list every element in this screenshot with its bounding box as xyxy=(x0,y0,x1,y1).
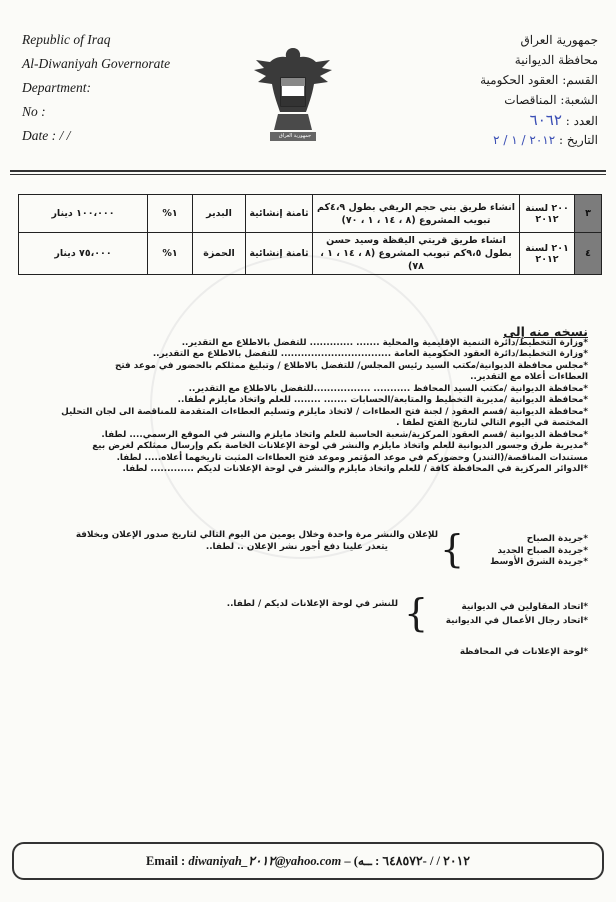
footer-text xyxy=(14,853,602,869)
emblem-caption: جمهورية العراق xyxy=(278,133,312,139)
newspapers-note-line-2: يتعذر علينا دفع أجور نشر الإعلان .. لطفا.. xyxy=(205,541,388,552)
header-right xyxy=(418,30,598,150)
tender-percent: ١% xyxy=(148,233,193,275)
header-date-label: التاريخ : xyxy=(558,133,598,147)
tender-description: انشاء طريق بني حجم الريفي بطول ٤،٩كم تبويب المشروع (٨ ، ١٤ ، ١ ، ٧٠) xyxy=(313,195,520,233)
header-date-value: ٢٠١٢ / ١ / ٢ xyxy=(493,133,556,147)
copies-line: المختصة في اليوم التالي لتاريخ الفتح لطفا . xyxy=(396,418,588,428)
tender-category: ثامنة إنشائية xyxy=(246,233,313,275)
table-row xyxy=(19,195,602,233)
tender-cost: ١٠٠،٠٠٠ دينار xyxy=(19,195,148,233)
footer-email-value: diwaniyah_٢٠١٢@yahoo.com xyxy=(188,854,342,868)
header-number-row xyxy=(418,110,598,130)
tender-percent: ١% xyxy=(148,195,193,233)
tender-cost: ٧٥،٠٠٠ دينار xyxy=(19,233,148,275)
newspaper-item: *جريدة الصباح xyxy=(526,534,588,544)
union-item: *اتحاد المقاولين في الديوانية xyxy=(461,602,588,612)
header-department-en: Department: xyxy=(22,80,91,95)
copies-line: *الدوائر المركزية في المحافظة كافة / للعلم واتخاذ مايلزم والنشر في لوحة الإعلانات لديكم ............. لطفا. xyxy=(122,464,588,474)
unions-brace: { xyxy=(404,591,429,635)
header-date-row xyxy=(418,130,598,150)
copies-line: *وزارة التخطيط/دائرة التنمية الإقليمية والمحلية ....... ............. للتفضل بالاطلاع مع التقدير.. xyxy=(181,337,588,348)
footer-email-label: Email : xyxy=(145,854,186,868)
tender-location: البدير xyxy=(193,195,246,233)
copies-line: *محافظة الديوانية /مديرية التخطيط والمتابعة/الحسابات ....... ........ للعلم واتخاذ مايلزم لطفا.. xyxy=(177,395,588,405)
header-no-en: No : xyxy=(22,104,46,119)
header-department-ar: القسم: العقود الحكومية xyxy=(480,73,598,87)
copies-line: *محافظة الديوانية /قسم العقود المركزية/شعبة الحاسبة للعلم واتخاذ مايلزم والنشر في الموقع الرسمي.... لطفا. xyxy=(101,429,588,440)
header-country-en: Republic of Iraq xyxy=(22,32,111,47)
tender-category: ثامنة إنشائية xyxy=(246,195,313,233)
board-item: *لوحة الإعلانات في المحافظة xyxy=(459,647,588,657)
copies-line: *مجلس محافظة الديوانية/مكتب السيد رئيس المجلس/ للتفضل بالاطلاع / وتبليغ ممثلكم بالحضور في موعد فتح xyxy=(115,360,588,371)
header-divider xyxy=(10,170,606,172)
copies-line: *محافظة الديوانية /مكتب السيد المحافظ ........... .................للتفضل بالاطلاع مع التقدير.. xyxy=(188,383,588,394)
footer-bar xyxy=(12,842,604,880)
newspaper-item: *جريدة الشرق الأوسط xyxy=(490,557,588,567)
tender-number: ٤ xyxy=(575,233,602,275)
header-section-ar: الشعبة: المناقصات xyxy=(504,93,598,107)
header-divider-2 xyxy=(10,174,606,175)
newspaper-item: *جريدة الصباح الجديد xyxy=(497,545,588,556)
newspapers-brace: { xyxy=(440,527,465,571)
tender-no: ٢٠٠ لسنة ٢٠١٢ xyxy=(520,195,575,233)
union-item: *اتحاد رجال الأعمال في الديوانية xyxy=(445,616,588,626)
unions-note: للنشر في لوحة الإعلانات لديكم / لطفا.. xyxy=(226,599,398,609)
copies-section xyxy=(18,326,588,476)
unions-list xyxy=(408,600,588,628)
iraq-emblem xyxy=(250,40,336,150)
copies-title: نسخه منه إلى xyxy=(503,324,588,339)
copies-line: *وزارة التخطيط/دائرة العقود الحكومية العامة ................................. للتفضل بالاطلاع مع التقدير.. xyxy=(152,349,588,359)
header-country-ar: جمهورية العراق xyxy=(520,33,598,47)
table-row xyxy=(19,233,602,275)
newspapers-note xyxy=(28,530,438,553)
tender-number: ٣ xyxy=(575,195,602,233)
tender-no: ٢٠١ لسنة ٢٠١٢ xyxy=(520,233,575,275)
tenders-table xyxy=(18,194,602,275)
header-date-en: Date : / / xyxy=(22,128,71,143)
tender-location: الحمزة xyxy=(193,233,246,275)
newspapers-note-line-1: للإعلان والنشر مرة واحدة وخلال يومين من اليوم التالي لتاريخ صدور الإعلان وبخلافة xyxy=(75,530,438,540)
header-number-label: العدد : xyxy=(565,114,598,128)
header-governorate-ar: محافظة الديوانية xyxy=(514,53,598,67)
tender-description: انشاء طريق قريتي اليقظة وسيد حسن بطول ٩،٥كم تبويب المشروع (٨ ، ١٤ ، ١ ، ٧٨) xyxy=(313,233,520,275)
copies-line: *محافظة الديوانية /قسم العقود / لجنة فتح العطاءات / لاتخاذ مايلزم وتسليم العطاءات المتقدمة للمناقصة الى لجان التحليل xyxy=(61,406,588,417)
newspapers-list xyxy=(448,534,588,569)
copies-line: *مديرية طرق وجسور الديوانية للعلم واتخاذ مايلزم والنشر في لوحة الإعلانات الخاصة بكم وإرسال ممثلكم لغرض بيع xyxy=(92,441,588,451)
copies-line: مستندات المناقصة/(التندر) وحضوركم في موعد المؤتمر وموعد فتح العطاءات المثبت تاريخهما أعلاه..... لطفا. xyxy=(116,452,588,463)
copies-line: العطاءات أعلاه مع التقدير.. xyxy=(470,372,588,382)
footer-rest: – (٢٠١٢ / / -٦٤٨٥٧٢ : ــه xyxy=(344,854,471,868)
header-number-value: ٦٠٦٢ xyxy=(529,111,562,129)
header-governorate-en: Al-Diwaniyah Governorate xyxy=(22,56,171,71)
header-left xyxy=(22,28,170,148)
